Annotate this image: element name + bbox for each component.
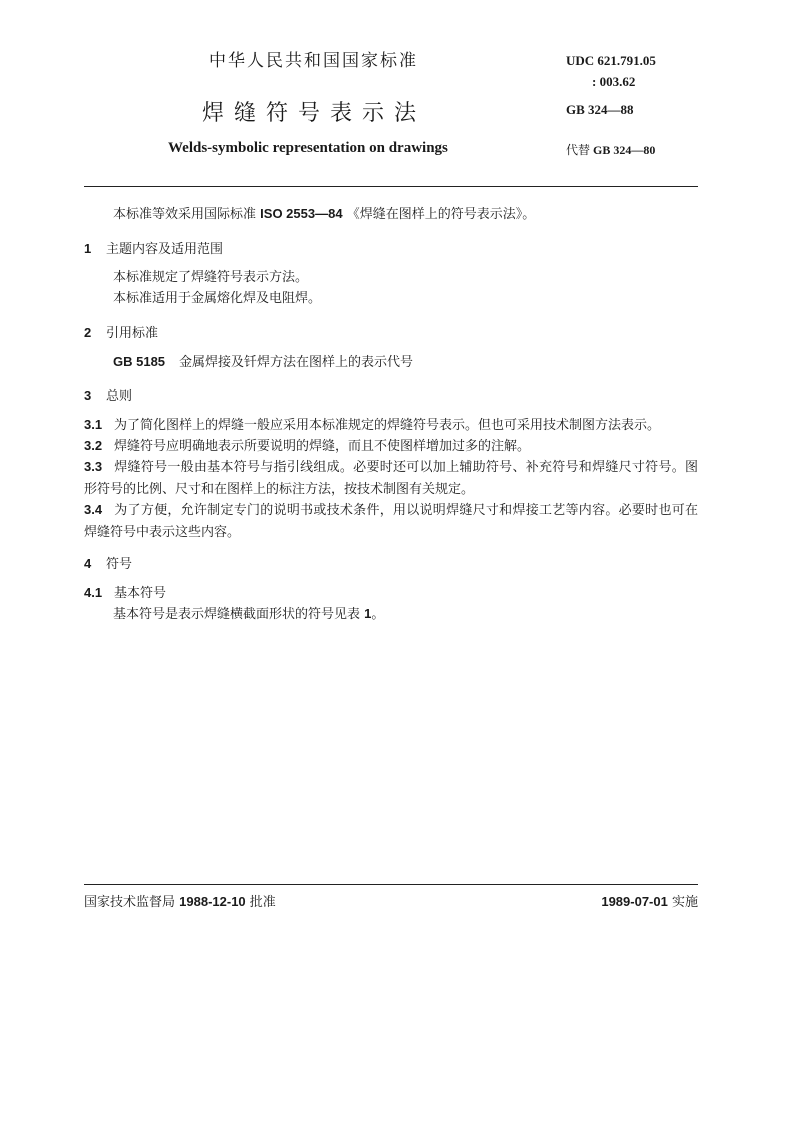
clause-4-1-heading [84,584,166,603]
section-title: 引用标准 [106,326,159,341]
clause-4-1-text [113,605,384,624]
effective-word: 实施 [671,895,698,910]
section-number: 3 [84,388,92,403]
document-title-cn: 焊缝符号表示法 [202,101,427,126]
clause-text-suffix: 。 [371,607,385,622]
clause-number: 3.2 [84,438,103,453]
issuer: 国家技术监督局 [84,895,176,910]
clause-text: 焊缝符号一般由基本符号与指引线组成。必要时还可以加上辅助符号、补充符号和焊缝尺寸符号。图形符号的比例、尺寸和在图样上的标注方法，按技术制图有关规定。 [84,460,698,497]
section-1-line-2: 本标准适用于金属熔化焊及电阻焊。 [113,291,322,306]
effective-date: 1989-07-01 [601,894,668,909]
clause-text-prefix: 基本符号是表示焊缝横截面形状的符号见表 [113,607,361,622]
clause-text: 为了方便，允许制定专门的说明书或技术条件，用以说明焊缝尺寸和焊接工艺等内容。必要时也可在焊缝符号中表示这些内容。 [84,503,698,540]
clause-3-3 [84,456,698,501]
replaces-code: GB 324—80 [593,143,656,157]
clause-title: 基本符号 [114,586,167,601]
intro-iso-code: ISO 2553—84 [260,206,343,221]
clause-number: 3.3 [84,459,103,474]
clause-number: 3.1 [84,417,103,432]
reference-standard-item [113,353,413,372]
clause-number: 3.4 [84,502,103,517]
replaces-note [566,141,655,158]
approval-line [84,891,276,910]
section-1-line-1: 本标准规定了焊缝符号表示方法。 [113,270,309,285]
section-1-heading [84,238,223,257]
effective-line [601,891,698,910]
header-divider [84,186,698,187]
table-reference: 1 [364,606,372,621]
clause-number: 4.1 [84,585,103,600]
intro-paragraph [113,205,535,224]
udc-code-line1: UDC 621.791.05 [566,53,656,68]
clause-3-4 [84,499,698,544]
udc-code-line2: : 003.62 [592,74,636,89]
approval-date: 1988-12-10 [179,894,246,909]
section-4-heading [84,553,132,572]
intro-suffix: 《焊缝在图样上的符号表示法》。 [346,207,536,222]
footer-divider [84,884,698,885]
clause-text: 焊缝符号应明确地表示所要说明的焊缝，而且不使图样增加过多的注解。 [114,439,531,454]
approval-word: 批准 [249,895,276,910]
section-number: 1 [84,241,92,256]
standard-name: 中华人民共和国国家标准 [209,51,418,71]
gb-standard-code: GB 324—88 [566,102,634,117]
reference-code: GB 5185 [113,354,166,369]
reference-title: 金属焊接及钎焊方法在图样上的表示代号 [179,355,414,370]
section-title: 总则 [106,389,133,404]
section-title: 符号 [106,557,133,572]
section-number: 2 [84,325,92,340]
replaces-prefix: 代替 [566,143,591,157]
document-title-en: Welds-symbolic representation on drawings [168,140,448,156]
section-title: 主题内容及适用范围 [106,242,224,257]
clause-3-1 [84,414,698,437]
section-3-heading [84,385,132,404]
section-number: 4 [84,556,92,571]
clause-3-2 [84,435,698,458]
intro-prefix: 本标准等效采用国际标准 [113,207,257,222]
clause-text: 为了简化图样上的焊缝一般应采用本标准规定的焊缝符号表示。但也可采用技术制图方法表示。 [114,418,661,433]
section-2-heading [84,322,158,341]
